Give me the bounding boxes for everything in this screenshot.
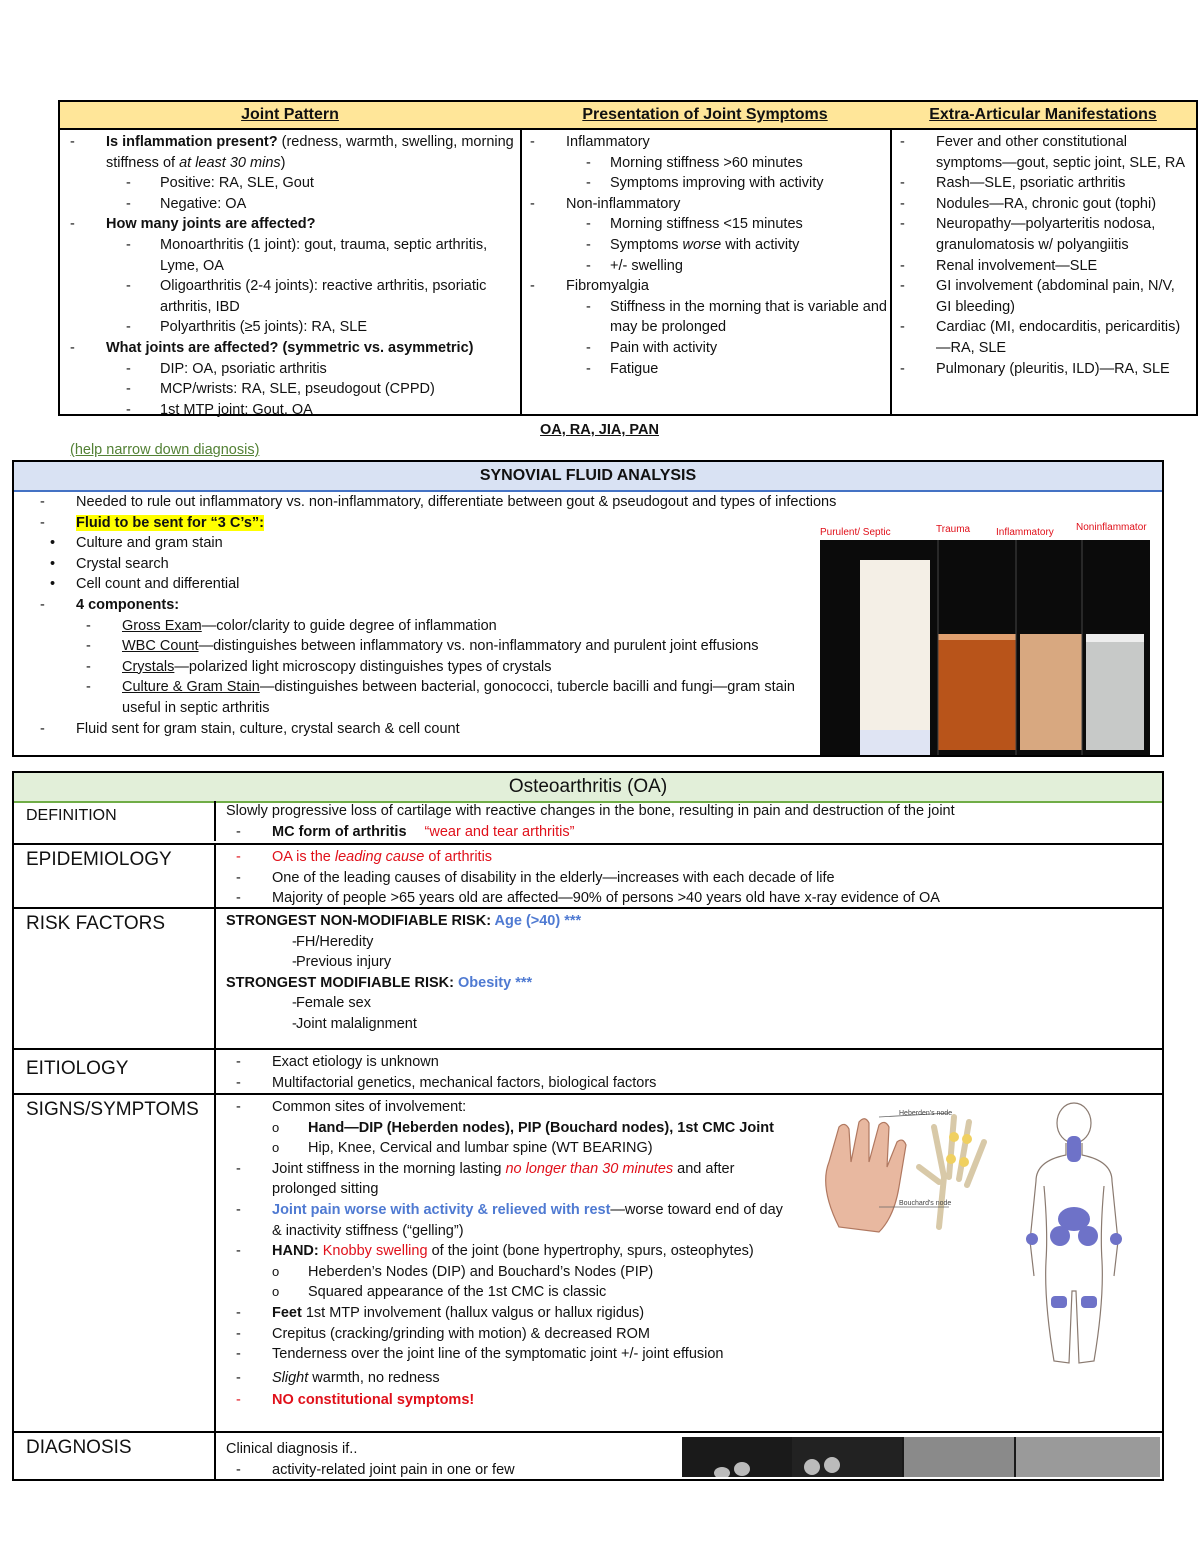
help-note: (help narrow down diagnosis) [70, 442, 260, 458]
list-item: - Negative: OA [60, 194, 520, 215]
list-item: - Fluid to be sent for “3 C’s”: [14, 513, 814, 534]
list-item: - FH/Heredity [226, 932, 1158, 953]
list-item: - Exact etiology is unknown [226, 1052, 1158, 1073]
signs-symptoms-row [14, 1093, 1162, 1433]
extra-articular-column [890, 102, 1196, 414]
list-item: - Polyarthritis (≥5 joints): RA, SLE [60, 317, 520, 338]
list-item: - Previous injury [226, 952, 1158, 973]
list-item: - Positive: RA, SLE, Gout [60, 173, 520, 194]
list-item: - Feet 1st MTP involvement (hallux valgus or hallux rigidus) [226, 1303, 786, 1324]
list-item: - 4 components: [14, 595, 814, 616]
epidemiology-row [14, 843, 1162, 909]
xray-images [682, 1437, 1160, 1477]
list-item: - MC form of arthritis “wear and tear arthritis” [226, 822, 1158, 843]
list-item: - Pain with activity [520, 338, 890, 359]
list-item: o Heberden’s Nodes (DIP) and Bouchard’s Nodes (PIP) [226, 1262, 786, 1283]
definition-row [14, 801, 1162, 841]
list-item: - Joint pain worse with activity & relieved with rest—worse toward end of day & inactivity stiffness (“gelling”) [226, 1200, 786, 1241]
list-item: - 1st MTP joint: Gout, OA [60, 400, 520, 421]
list-item: - Needed to rule out inflammatory vs. non-inflammatory, differentiate between gout & pseudogout and types of infections [14, 492, 1176, 513]
row-label: DIAGNOSIS [14, 1433, 216, 1481]
list-item: - OA is the leading cause of arthritis [226, 847, 1158, 868]
list-item: - Common sites of involvement: [226, 1097, 786, 1118]
list-item: - Gross Exam—color/clarity to guide degree of inflammation [14, 616, 814, 637]
list-item: - Morning stiffness <15 minutes [520, 214, 890, 235]
q3: - What joints are affected? (symmetric vs. asymmetric) [60, 338, 520, 359]
bouchard-label: Bouchard's node [899, 1200, 952, 1207]
body-joints-illustration [1014, 1101, 1134, 1371]
etiology-row [14, 1048, 1162, 1095]
list-item: - DIP: OA, psoriatic arthritis [60, 359, 520, 380]
list-item: • Crystal search [14, 554, 814, 575]
list-item: - GI involvement (abdominal pain, N/V, GI bleeding) [890, 276, 1190, 317]
list-item: - Crystals—polarized light microscopy distinguishes types of crystals [14, 657, 814, 678]
list-item: - Pulmonary (pleuritis, ILD)—RA, SLE [890, 359, 1190, 380]
joint-pattern-header: Joint Pattern [60, 102, 520, 130]
tube-label: Inflammatory [996, 527, 1054, 538]
tube-label: Noninflammator [1076, 522, 1147, 533]
list-item: - Neuropathy—polyarteritis nodosa, granulomatosis w/ polyangiitis [890, 214, 1190, 255]
list-item: - Majority of people >65 years old are affected—90% of persons >40 years old have x-ray evidence of OA [226, 888, 1158, 909]
row-label: EPIDEMIOLOGY [14, 845, 216, 909]
list-item: - Nodules—RA, chronic gout (tophi) [890, 194, 1190, 215]
list-item: - Renal involvement—SLE [890, 256, 1190, 277]
risk-factors-row [14, 907, 1162, 1050]
list-item: - Culture & Gram Stain—distinguishes between bacterial, gonococci, tubercle bacilli and fungi—gram stain useful in septic arthritis [14, 677, 814, 718]
row-label: RISK FACTORS [14, 909, 216, 1050]
list-item: - Oligoarthritis (2-4 joints): reactive arthritis, psoriatic arthritis, IBD [60, 276, 520, 317]
heberden-label: Heberden's node [899, 1110, 953, 1117]
list-item: - Crepitus (cracking/grinding with motion) & decreased ROM [226, 1324, 786, 1345]
list-item: - One of the leading causes of disability in the elderly—increases with each decade of life [226, 868, 1158, 889]
risk-heading: STRONGEST NON-MODIFIABLE RISK: Age (>40) *** [226, 913, 582, 929]
list-item: - Symptoms worse with activity [520, 235, 890, 256]
oa-title: Osteoarthritis (OA) [14, 773, 1162, 803]
list-item: - Fluid sent for gram stain, culture, crystal search & cell count [14, 719, 814, 740]
list-item: - Symptoms improving with activity [520, 173, 890, 194]
list-item: - Tenderness over the joint line of the symptomatic joint +/- joint effusion [226, 1344, 786, 1365]
list-item: o Squared appearance of the 1st CMC is classic [226, 1282, 786, 1303]
oa-section [12, 771, 1164, 1481]
list-item: - activity-related joint pain in one or few [226, 1460, 1158, 1481]
row-label: DEFINITION [14, 801, 216, 841]
list-item: - HAND: Knobby swelling of the joint (bone hypertrophy, spurs, osteophytes) [226, 1241, 786, 1262]
list-item: - MCP/wrists: RA, SLE, pseudogout (CPPD) [60, 379, 520, 400]
row-label: EITIOLOGY [14, 1050, 216, 1095]
tube-label: Trauma [936, 524, 971, 535]
list-item: - Fibromyalgia [520, 276, 890, 297]
list-item: - Multifactorial genetics, mechanical factors, biological factors [226, 1073, 1158, 1094]
list-item: - Stiffness in the morning that is variable and may be prolonged [520, 297, 890, 338]
q1: - Is inflammation present? (redness, warmth, swelling, morning stiffness of at least 30 mins) [60, 132, 520, 173]
list-item: o Hand—DIP (Heberden nodes), PIP (Bouchard nodes), 1st CMC Joint [226, 1118, 786, 1139]
hand-nodes-illustration [799, 1107, 1029, 1237]
synovial-title: SYNOVIAL FLUID ANALYSIS [14, 462, 1162, 492]
list-item: - Female sex [226, 993, 1158, 1014]
q2: - How many joints are affected? [60, 214, 520, 235]
list-item: - Joint malalignment [226, 1014, 1158, 1035]
list-item: - Morning stiffness >60 minutes [520, 153, 890, 174]
presentation-column [520, 102, 892, 414]
synovial-section [12, 460, 1164, 757]
list-item: - NO constitutional symptoms! [226, 1390, 786, 1411]
joint-pattern-column [60, 102, 522, 418]
list-item: - Joint stiffness in the morning lasting no longer than 30 minutes and after prolonged sitting [226, 1159, 786, 1200]
list-item: o Hip, Knee, Cervical and lumbar spine (WT BEARING) [226, 1138, 786, 1159]
list-item: • Cell count and differential [14, 574, 814, 595]
list-item: - Cardiac (MI, endocarditis, pericarditis)—RA, SLE [890, 317, 1190, 358]
synovial-fluid-tubes-image [820, 540, 1150, 755]
presentation-header: Presentation of Joint Symptoms [520, 102, 890, 130]
risk-heading: STRONGEST MODIFIABLE RISK: Obesity *** [226, 974, 533, 991]
oa-note: OA, RA, JIA, PAN [540, 422, 659, 438]
diagnosis-row [14, 1431, 1162, 1481]
list-item: - Fever and other constitutional symptoms—gout, septic joint, SLE, RA [890, 132, 1190, 173]
list-item: - Non-inflammatory [520, 194, 890, 215]
list-item: - Rash—SLE, psoriatic arthritis [890, 173, 1190, 194]
diagnosis-intro: Clinical diagnosis if.. [226, 1441, 358, 1457]
list-item: • Culture and gram stain [14, 533, 814, 554]
list-item: - WBC Count—distinguishes between inflammatory vs. non-inflammatory and purulent joint effusions [14, 636, 814, 657]
list-item: - Inflammatory [520, 132, 890, 153]
definition-text: Slowly progressive loss of cartilage with reactive changes in the bone, resulting in pain and destruction of the joint [226, 803, 955, 819]
extra-articular-header: Extra-Articular Manifestations [890, 102, 1196, 130]
list-item: - +/- swelling [520, 256, 890, 277]
joint-table [58, 100, 1198, 416]
list-item: - Slight warmth, no redness [226, 1368, 786, 1389]
list-item: - Monoarthritis (1 joint): gout, trauma, septic arthritis, Lyme, OA [60, 235, 520, 276]
row-label: SIGNS/SYMPTOMS [14, 1095, 216, 1433]
list-item: - Fatigue [520, 359, 890, 380]
tube-label: Purulent/ Septic [820, 527, 891, 538]
